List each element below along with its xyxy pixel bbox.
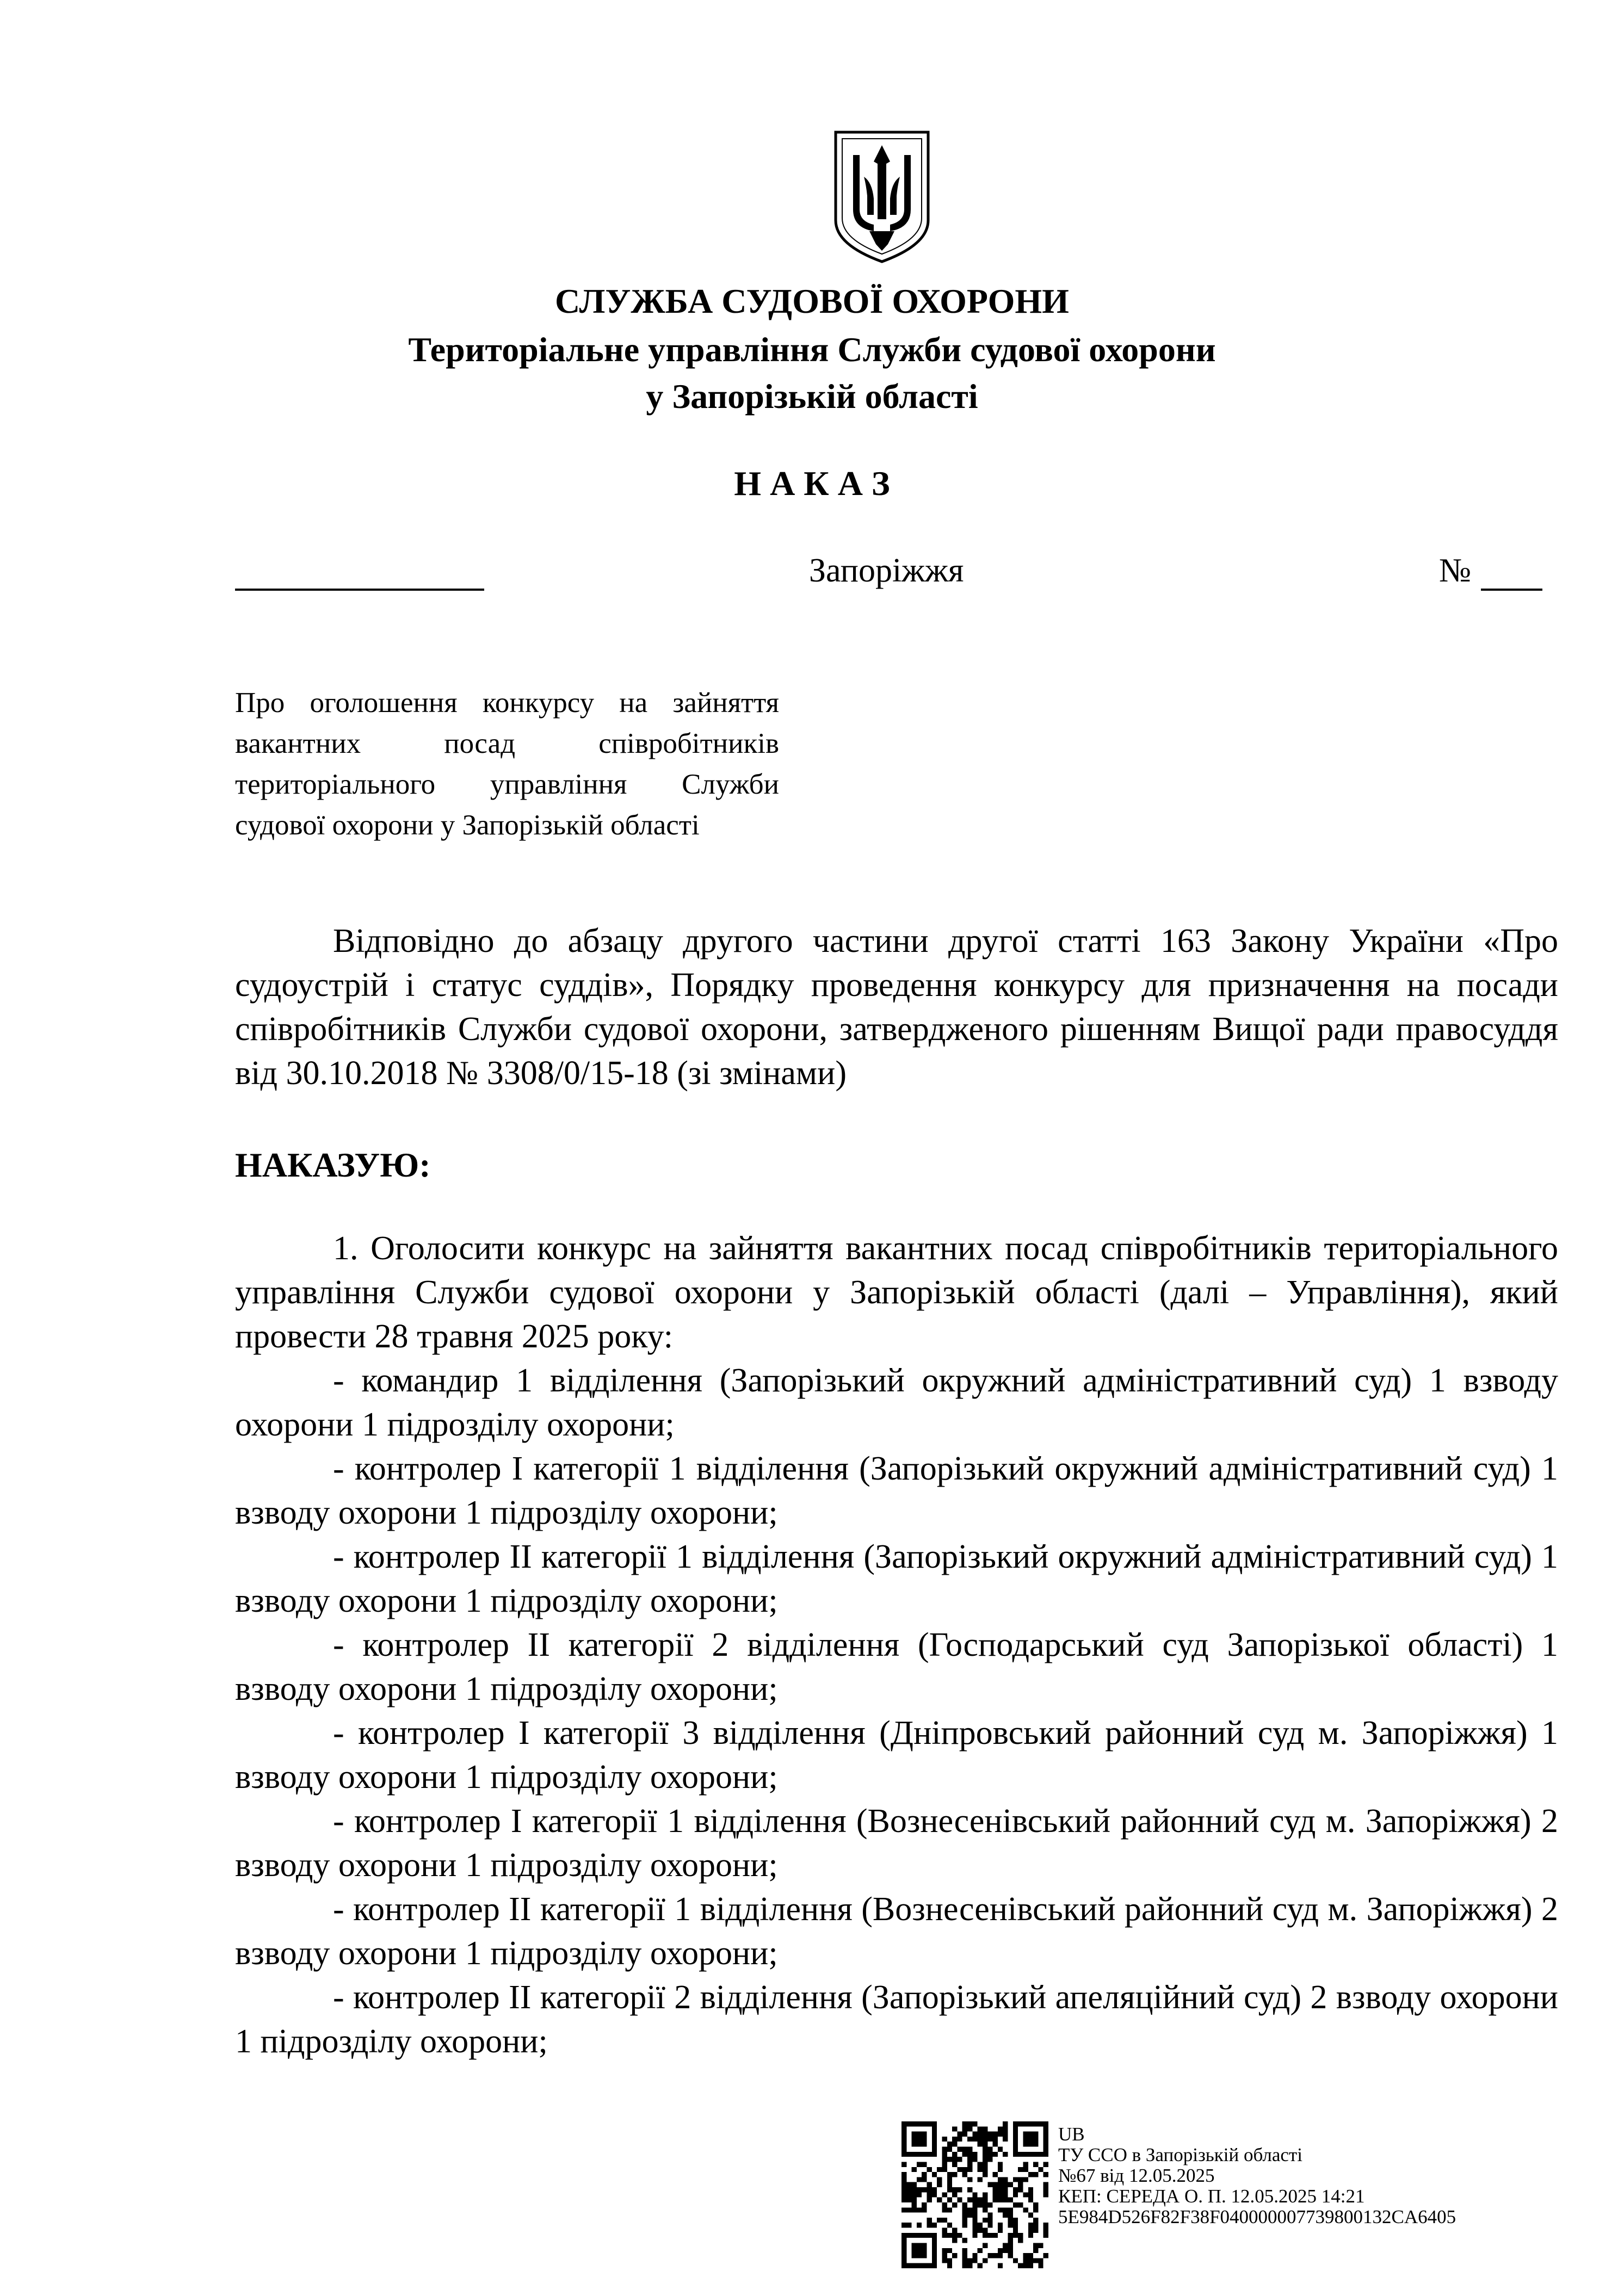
position-item: - контролер ІІ категорії 2 відділення (Господарський суд Запорізької області) 1 взводу охорони 1 підрозділу охорони; [235,1626,1558,1707]
qr-code-icon [899,2121,1051,2268]
position-item: - командир 1 відділення (Запорізький окружний адміністративний суд) 1 взводу охорони 1 підрозділу охорони; [235,1362,1558,1443]
preamble: Відповідно до абзацу другого частини другої статті 163 Закону України «Про судоустрій і статус суддів», Порядку проведення конкурсу для призначення на посади співробітників Служби судової охорони, затвердженого рішенням Вищої ради правосуддя від 30.10.2018 № 3308/0/15-18 (зі змінами) [235,923,1558,1092]
number-label: № [1439,552,1472,589]
department-title: Територіальне управління Служби судової охорони [408,330,1216,369]
position-item: - контролер І категорії 1 відділення (Вознесенівський районний суд м. Запоріжжя) 2 взводу охорони 1 підрозділу охорони; [235,1803,1558,1884]
order-point-1: 1. Оголосити конкурс на зайняття вакантних посад співробітників територіального управління Служби судової охорони у Запорізькій області (далі – Управління), який провести 28 травня 2025 року: [235,1230,1558,1355]
region-title: у Запорізькій області [646,377,978,416]
number-blank-line [1481,589,1542,591]
stamp-line: №67 від 12.05.2025 [1058,2165,1215,2186]
document-type: Н А К А З [734,464,890,503]
date-blank-line [235,589,484,591]
agency-title: СЛУЖБА СУДОВОЇ ОХОРОНИ [555,282,1069,320]
order-heading: НАКАЗУЮ: [235,1146,431,1184]
stamp-line: ТУ ССО в Запорізькій області [1058,2144,1302,2165]
stamp-line: UB [1058,2124,1085,2145]
position-item: - контролер І категорії 1 відділення (Запорізький окружний адміністративний суд) 1 взводу охорони 1 підрозділу охорони; [235,1450,1558,1531]
coat-of-arms-icon [831,128,933,265]
city: Запоріжжя [809,552,964,589]
position-item: - контролер ІІ категорії 1 відділення (Вознесенівський районний суд м. Запоріжжя) 2 взводу охорони 1 підрозділу охорони; [235,1891,1558,1972]
stamp-line: КЕП: СЕРЕДА О. П. 12.05.2025 14:21 [1058,2186,1365,2207]
stamp-line: 5E984D526F82F38F040000007739800132CA6405 [1058,2206,1456,2227]
position-item: - контролер ІІ категорії 2 відділення (Запорізький апеляційний суд) 2 взводу охорони 1 підрозділу охорони; [235,1979,1558,2060]
position-item: - контролер ІІ категорії 1 відділення (Запорізький окружний адміністративний суд) 1 взводу охорони 1 підрозділу охорони; [235,1538,1558,1619]
signature-stamp [1058,2124,1456,2227]
position-item: - контролер І категорії 3 відділення (Дніпровський районний суд м. Запоріжжя) 1 взводу охорони 1 підрозділу охорони; [235,1715,1558,1796]
order-subject: Про оголошення конкурсу на зайняття вакантних посад співробітників територіального управління Служби судової охорони у Запорізькій області [235,687,779,841]
